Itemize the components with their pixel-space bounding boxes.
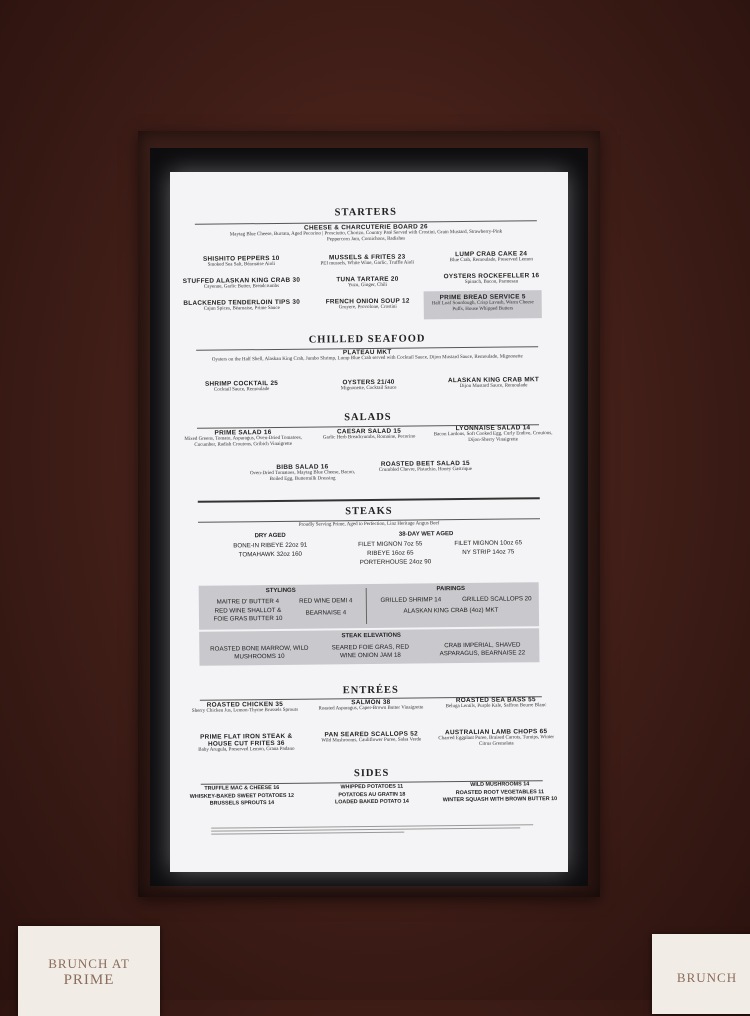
item-description: Charred Eggplant Puree, Braised Carrots, Turnips, Winter Citrus Gremolata [438, 735, 555, 747]
styling-maitre-d: MAITRE D' BUTTER 4 [216, 597, 280, 606]
menu-item-lamb-chops [434, 728, 558, 748]
sides-column-2 [309, 783, 435, 807]
item-name: CAESAR SALAD 15 [336, 427, 402, 436]
stylings-heading: STYLINGS [265, 587, 296, 595]
entrees-title: ENTRÉES [342, 684, 399, 697]
menu-item-onion-soup [306, 297, 430, 311]
menu-item-beet-salad [365, 460, 485, 474]
menu-item-mussels [305, 253, 429, 267]
item-name: PRIME BREAD SERVICE 5 [439, 293, 526, 302]
salads-title: SALADS [344, 411, 392, 424]
menu-item-oysters-rockefeller [429, 272, 553, 286]
steak-ny-strip: NY STRIP 14oz 75 [462, 548, 515, 557]
steak-tomahawk: TOMAHAWK 32oz 160 [238, 550, 303, 559]
item-description: Blue Crab, Remoulade, Preserved Lemon [449, 257, 533, 264]
item-name: SHRIMP COCKTAIL 25 [204, 379, 279, 388]
starters-title: STARTERS [334, 206, 397, 219]
pairing-scallops: GRILLED SCALLOPS 20 [462, 595, 532, 604]
side-item: WILD MUSHROOMS 14 [470, 781, 530, 788]
item-description: Dijon Mustard Sauce, Remoulade [459, 383, 528, 390]
menu-item-cheese-board [227, 223, 505, 245]
menu-board [170, 172, 568, 872]
side-item: POTATOES AU GRATIN 18 [338, 791, 406, 798]
elevation-foie-gras-1: SEARED FOIE GRAS, RED [331, 643, 410, 652]
sides-title: SIDES [353, 767, 390, 780]
pairings-heading: PAIRINGS [436, 585, 466, 593]
menu-item-plateau [208, 347, 526, 363]
menu-item-oysters [307, 378, 431, 392]
item-description: Crumbled Chevre, Pistachio, Honey Gastrique [378, 466, 472, 473]
side-item: WHIPPED POTATOES 11 [340, 783, 404, 791]
elevation-foie-gras-2: WINE ONION JAM 18 [339, 651, 401, 660]
steak-porterhouse: PORTERHOUSE 24oz 90 [359, 558, 432, 567]
styling-red-wine-demi: RED WINE DEMI 4 [299, 597, 353, 605]
card-line: BRUNCH [676, 970, 738, 985]
item-description: Maytag Blue Cheese, Burrata, Aged Pecorino | Prosciutto, Chorizo, Country Paté Served with Crostini, Grain Mustard, Strawberry-Pink Peppercorn Jam, Cornichons, Radishes [229, 229, 503, 243]
item-description: Gruyere, Provolone, Crostini [338, 304, 397, 311]
side-item: TRUFFLE MAC & CHEESE 16 [204, 784, 280, 792]
item-name: ROASTED CHICKEN 35 [206, 700, 284, 709]
steak-bone-in-ribeye: BONE-IN RIBEYE 22oz 91 [233, 541, 308, 550]
steak-elevations-heading: STEAK ELEVATIONS [341, 632, 401, 640]
steak-ribeye: RIBEYE 16oz 65 [367, 549, 414, 558]
menu-item-prime-salad [183, 429, 303, 449]
item-name: PAN SEARED SCALLOPS 52 [324, 730, 418, 739]
menu-item-tenderloin [174, 299, 310, 313]
item-name: LYONNAISE SALAD 14 [455, 424, 531, 433]
steaks-title: STEAKS [345, 505, 393, 518]
menu-item-caesar [307, 427, 431, 441]
elevation-bone-marrow-2: MUSHROOMS 10 [234, 652, 285, 661]
side-item: ROASTED ROOT VEGETABLES 11 [455, 788, 544, 796]
item-description: Wild Mushrooms, Cauliflower Puree, Salsa Verde [321, 737, 422, 744]
item-name: AUSTRALIAN LAMB CHOPS 65 [444, 728, 548, 737]
side-item: BRUSSELS SPROUTS 14 [209, 800, 275, 807]
menu-item-scallops [306, 730, 436, 744]
steaks-tagline: Proudly Serving Prime, Aged to Perfection, Linz Heritage Angus Beef [298, 521, 440, 528]
item-description: Beluga Lentils, Purple Kale, Saffron Beurre Blanc [445, 703, 547, 710]
menu-item-king-crab [173, 277, 309, 291]
item-name: FRENCH ONION SOUP 12 [325, 297, 410, 306]
steak-filet-7oz: FILET MIGNON 7oz 55 [358, 540, 423, 549]
sides-column-3 [435, 781, 565, 805]
elevation-crab-imperial-1: CRAB IMPERIAL, SHAVED [444, 641, 521, 650]
item-description: Oven-Dried Tomatoes, Maytag Blue Cheese, Bacon, Boiled Egg, Buttermilk Dressing [249, 470, 356, 483]
divider [198, 497, 540, 503]
brunch-card-right [652, 934, 750, 1014]
item-description: Cocktail Sauce, Remoulade [213, 387, 270, 393]
elevation-crab-imperial-2: ASPARAGUS, BEARNAISE 22 [439, 649, 526, 658]
item-description: Baby Arugula, Preserved Lemon, Grana Padano [198, 746, 295, 753]
item-name: PLATEAU MKT [342, 348, 392, 357]
item-name: OYSTERS ROCKEFELLER 16 [443, 272, 540, 281]
item-name: ALASKAN KING CRAB MKT [447, 376, 540, 385]
item-description: Mixed Greens, Tomato, Asparagus, Oven-Dried Tomatoes, Cucumber, Radish Croutons, Gribich Vinaigrette [184, 435, 302, 448]
item-name: BLACKENED TENDERLOIN TIPS 30 [183, 298, 301, 307]
chilled-seafood-title: CHILLED SEAFOOD [308, 333, 426, 346]
item-description: Mignonette, Cocktail Sauce [340, 385, 397, 392]
item-description: Yuzu, Ginger, Chili [348, 282, 388, 289]
side-item: WINTER SQUASH WITH BROWN BUTTER 10 [442, 796, 558, 804]
item-description: Bacon Lardons, Soft Cooked Egg, Curly Endive, Croutons, Dijon-Sherry Vinaigrette [433, 431, 553, 443]
menu-item-flat-iron [188, 733, 304, 754]
menu-item-bibb-salad [243, 463, 361, 483]
styling-shallot-foie-2: FOIE GRAS BUTTER 10 [213, 614, 283, 623]
wet-aged-heading: 38-DAY WET AGED [398, 531, 454, 538]
side-item: WHISKEY-BAKED SWEET POTATOES 12 [189, 792, 294, 800]
elevation-bone-marrow-1: ROASTED BONE MARROW, WILD [210, 644, 309, 653]
item-name: SALMON 38 [351, 698, 391, 707]
item-name: STUFFED ALASKAN KING CRAB 30 [182, 276, 301, 285]
menu-item-bread-service [426, 293, 540, 313]
steak-filet-10oz: FILET MIGNON 10oz 65 [454, 539, 523, 548]
menu-item-lyonnaise [431, 424, 555, 444]
item-description: Garlic Herb Breadcrumbs, Romaine, Pecorino [322, 434, 416, 441]
menu-item-sea-bass [434, 696, 558, 710]
card-line: PRIME [63, 972, 115, 988]
menu-item-crab-cake [429, 250, 553, 264]
pairing-king-crab: ALASKAN KING CRAB (4oz) MKT [403, 606, 499, 615]
item-name: LUMP CRAB CAKE 24 [455, 250, 528, 259]
side-item: LOADED BAKED POTATO 14 [334, 798, 409, 806]
item-description: Cajun Spices, Béarnaise, Prime Sauce [203, 305, 280, 312]
item-description: PEI mussels, White Wine, Garlic, Truffle Aioli [320, 260, 415, 267]
item-name: ROASTED BEET SALAD 15 [380, 459, 470, 468]
item-description: Cayenne, Garlic Butter, Breadcrumbs [203, 283, 280, 290]
item-name: PRIME SALAD 16 [214, 429, 272, 437]
item-name: MUSSELS & FRITES 23 [329, 253, 406, 262]
item-name: PRIME FLAT IRON STEAK & HOUSE CUT FRITES 36 [200, 732, 293, 748]
brunch-card-left [18, 926, 160, 1016]
item-description: Oysters on the Half Shell, Alaskan King Crab, Jumbo Shrimp, Lump Blue Crab served with Cocktail Sauce, Dijon Mustard Sauce, Remoulade, Mignonette [211, 354, 523, 363]
menu-item-roasted-chicken [182, 701, 308, 715]
item-name: ROASTED SEA BASS 55 [455, 696, 536, 705]
menu-item-salmon [306, 698, 436, 712]
item-description: Sherry Chicken Jus, Lemon-Thyme Brussels Sprouts [191, 707, 299, 714]
styling-shallot-foie-1: RED WINE SHALLOT & [214, 606, 282, 615]
item-description: Roasted Asparagus, Caper-Brown Butter Vinaigrette [318, 705, 424, 712]
menu-item-tuna [305, 275, 429, 289]
item-name: OYSTERS 21/40 [342, 378, 395, 387]
item-name: SHISHITO PEPPERS 10 [202, 254, 280, 263]
card-line: BRUNCH AT [48, 956, 130, 971]
menu-item-alaskan-king-crab [430, 376, 556, 390]
menu-item-shrimp-cocktail [177, 380, 307, 394]
item-name: BIBB SALAD 16 [276, 463, 329, 471]
item-name: CHEESE & CHARCUTERIE BOARD 26 [304, 223, 428, 232]
sides-column-1 [179, 785, 305, 809]
item-description: Smoked Sea Salt, Béarnaise Aioli [207, 261, 275, 268]
dry-aged-heading: DRY AGED [254, 532, 286, 540]
item-name: TUNA TARTARE 20 [336, 275, 399, 284]
menu-screen [170, 172, 568, 872]
item-description: Spinach, Bacon, Parmesan [464, 279, 519, 285]
pairing-shrimp: GRILLED SHRIMP 14 [380, 596, 442, 604]
menu-item-shishito [179, 255, 303, 269]
styling-bearnaise: BEARNAISE 4 [305, 609, 347, 617]
fine-print [211, 822, 533, 836]
item-description: Half Loaf Sourdough, Crisp Lavash, Warm Cheese Puffs, House Whipped Butters [431, 300, 534, 313]
